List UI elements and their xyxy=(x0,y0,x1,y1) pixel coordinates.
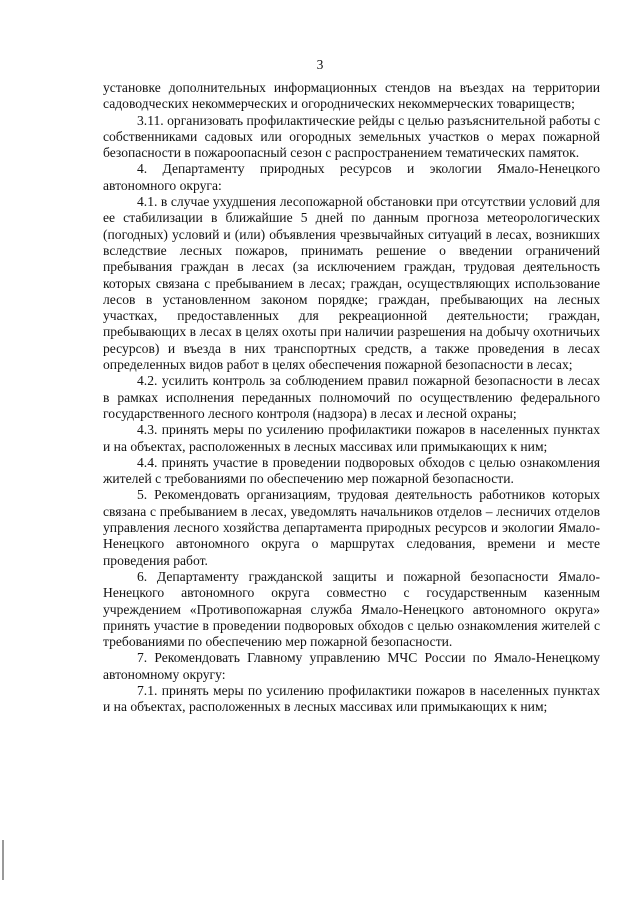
paragraph: установке дополнительных информационных стендов на въездах на территории садоводческих некоммерческих и огороднических некоммерческих товариществ; xyxy=(103,80,600,112)
paragraph-3-11: 3.11. организовать профилактические рейды с целью разъяснительной работы с собственниками садовых или огородных земельных участков о мерах пожарной безопасности в пожароопасный сезон с распространением тематических памяток. xyxy=(103,112,600,161)
paragraph-4-3: 4.3. принять меры по усилению профилактики пожаров в населенных пунктах и на объектах, расположенных в лесных массивах или примыкающих к ним; xyxy=(103,422,600,454)
paragraph-7-1: 7.1. принять меры по усилению профилактики пожаров в населенных пунктах и на объектах, расположенных в лесных массивах или примыкающих к ним; xyxy=(103,682,600,715)
paragraph-7: 7. Рекомендовать Главному управлению МЧС России по Ямало-Ненецкому автономному округу: xyxy=(103,650,600,682)
document-body xyxy=(103,80,600,716)
paragraph-6: 6. Департаменту гражданской защиты и пожарной безопасности Ямало-Ненецкого автономного округа совместно с государственным казенным учреждением «Противопожарная служба Ямало-Ненецкого автономного округа» принять участие в проведении подворовых обходов с целью ознакомления жителей с требованиями по обеспечению мер пожарной безопасности. xyxy=(103,568,600,650)
page-number: 3 xyxy=(316,57,324,72)
paragraph-4: 4. Департаменту природных ресурсов и экологии Ямало-Ненецкого автономного округа: xyxy=(103,161,600,193)
paragraph-4-2: 4.2. усилить контроль за соблюдением правил пожарной безопасности в лесах в рамках исполнения переданных полномочий по осуществлению федерального государственного лесного контроля (надзора) в лесах и лесной охраны; xyxy=(103,373,600,421)
scan-edge-mark xyxy=(2,840,4,880)
paragraph-5: 5. Рекомендовать организациям, трудовая деятельность работников которых связана с пребыванием в лесах, уведомлять начальников отделов – лесничих отделов управления лесного хозяйства департамента природных ресурсов и экологии Ямало-Ненецкого автономного округа о маршрутах следования, времени и месте проведения работ. xyxy=(103,487,600,568)
paragraph-4-1: 4.1. в случае ухудшения лесопожарной обстановки при отсутствии условий для ее стабилизации в ближайшие 5 дней по данным прогноза метеорологических (погодных) условий и (или) объявления чрезвычайных ситуаций в лесах, возникших вследствие лесных пожаров, принимать решение о введении ограничений пребывания граждан в лесах (за исключением граждан, трудовая деятельность которых связана с пребыванием в лесах; граждан, осуществляющих использование лесов в установленном законом порядке; граждан, пребывающих на лесных участках, предоставленных для рекреационной деятельности; граждан, пребывающих в лесах в целях охоты при наличии разрешения на добычу охотничьих ресурсов) и въезда в них транспортных средств, а также проведения в лесах определенных видов работ в целях обеспечения пожарной безопасности в лесах; xyxy=(103,194,600,373)
paragraph-4-4: 4.4. принять участие в проведении подворовых обходов с целью ознакомления жителей с требованиями по обеспечению мер пожарной безопасности. xyxy=(103,454,600,487)
